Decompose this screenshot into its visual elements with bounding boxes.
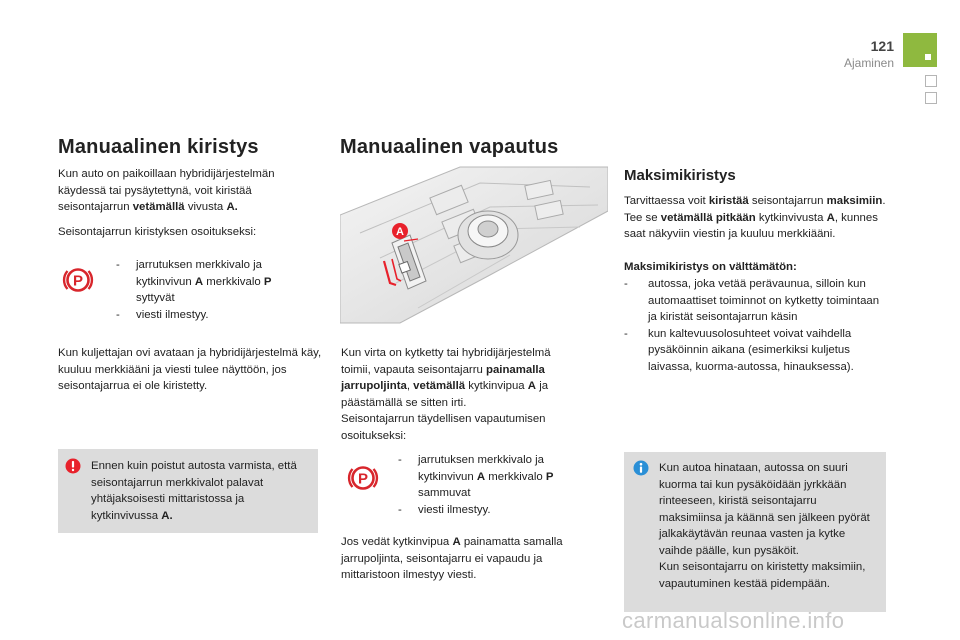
section-name: Ajaminen <box>843 56 894 70</box>
page-number: 121 <box>870 38 894 54</box>
list-item: - jarrutuksen merkkivalo ja kytkinvivun A merkkivalo P syttyvät <box>116 259 272 304</box>
console-illustration <box>340 163 608 331</box>
list-item: - viesti ilmestyy. <box>398 503 491 516</box>
warning-text: Ennen kuin poistut autosta varmista, että seisontajarrun merkkivalot palavat yhtäjaksoisesti mittaristossa ja kytkinvivussa A. <box>91 460 297 522</box>
parking-brake-icon <box>346 461 380 495</box>
chapter-tab-empty[interactable] <box>925 92 937 104</box>
middle-title: Manuaalinen vapautus <box>340 136 559 158</box>
tab-marker-icon <box>925 54 931 60</box>
left-intro: Kun auto on paikoillaan hybridijärjestelmän käydessä tai pysäytettynä, voit kiristää seisontajarrun vetämällä vivusta A. <box>58 168 275 213</box>
right-forbidden-heading: Maksimikiristys on välttämätön: <box>624 261 797 273</box>
info-text: Kun autoa hinataan, autossa on suuri kuorma tai kun pysäköidään jyrkkään rinteeseen, kiristä seisontajarru maksimiinsa ja käännä sen jälkeen pyörät jalkakäytävän reunaa vasten ja kytke vaihde päälle, kun pysäköit. Kun seisontajarru on kiristetty maksimiin, vapautuminen kestää pidempään. <box>659 462 870 590</box>
callout-label-a: A <box>396 226 404 238</box>
warning-icon <box>65 458 81 474</box>
right-text: Tarvittaessa voit kiristää seisontajarrun maksimiin. Tee se vetämällä pitkään kytkinvivusta A, kunnes saat näkyviin viestin ja kuuluu merkkiääni. <box>624 195 886 240</box>
chapter-tab-active[interactable] <box>903 33 937 67</box>
left-confirm: Seisontajarrun kiristyksen osoitukseksi: <box>58 226 257 238</box>
left-door-text: Kun kuljettajan ovi avataan ja hybridijärjestelmä käy, kuuluu merkkiääni ja viesti tulee näyttöön, jos seisontajarrua ei ole kiristetty. <box>58 347 322 392</box>
info-box <box>624 452 886 612</box>
left-bullets <box>116 257 296 323</box>
chapter-tab-empty[interactable] <box>925 75 937 87</box>
list-item: - kun kaltevuusolosuhteet voivat vaihdella pysäköinnin aikana (esimerkiksi kuljetus laivassa, kuorma-autossa, hinauksessa). <box>624 327 854 373</box>
svg-text:P: P <box>72 272 84 290</box>
middle-text: Kun virta on kytketty tai hybridijärjestelmä toimii, vapauta seisontajarru painamalla jarrupoljinta, vetämällä kytkinvipua A ja päästämällä se sitten irti. Seisontajarrun täydellisen vapautumisen osoitukseksi: <box>341 347 551 442</box>
warning-box <box>58 449 318 533</box>
middle-bullets <box>398 452 578 518</box>
list-item: - autossa, joka vetää perävaunua, silloin kun automaattiset toiminnot on kytketty toimintaan ja kiristät seisontajarrun käsin <box>624 278 880 323</box>
list-item: - jarrutuksen merkkivalo ja kytkinvivun A merkkivalo P sammuvat <box>398 454 554 499</box>
right-title: Maksimikiristys <box>624 167 736 184</box>
svg-text:P: P <box>357 470 369 488</box>
right-bullets <box>624 276 890 375</box>
list-item: - viesti ilmestyy. <box>116 308 209 321</box>
left-title: Manuaalinen kiristys <box>58 136 259 158</box>
info-icon <box>633 460 649 476</box>
parking-brake-icon <box>61 263 95 297</box>
middle-note: Jos vedät kytkinvipua A painamatta samalla jarrupoljinta, seisontajarru ei vapaudu ja mittaristoon ilmestyy viesti. <box>341 536 563 581</box>
watermark: carmanualsonline.info <box>622 608 845 633</box>
